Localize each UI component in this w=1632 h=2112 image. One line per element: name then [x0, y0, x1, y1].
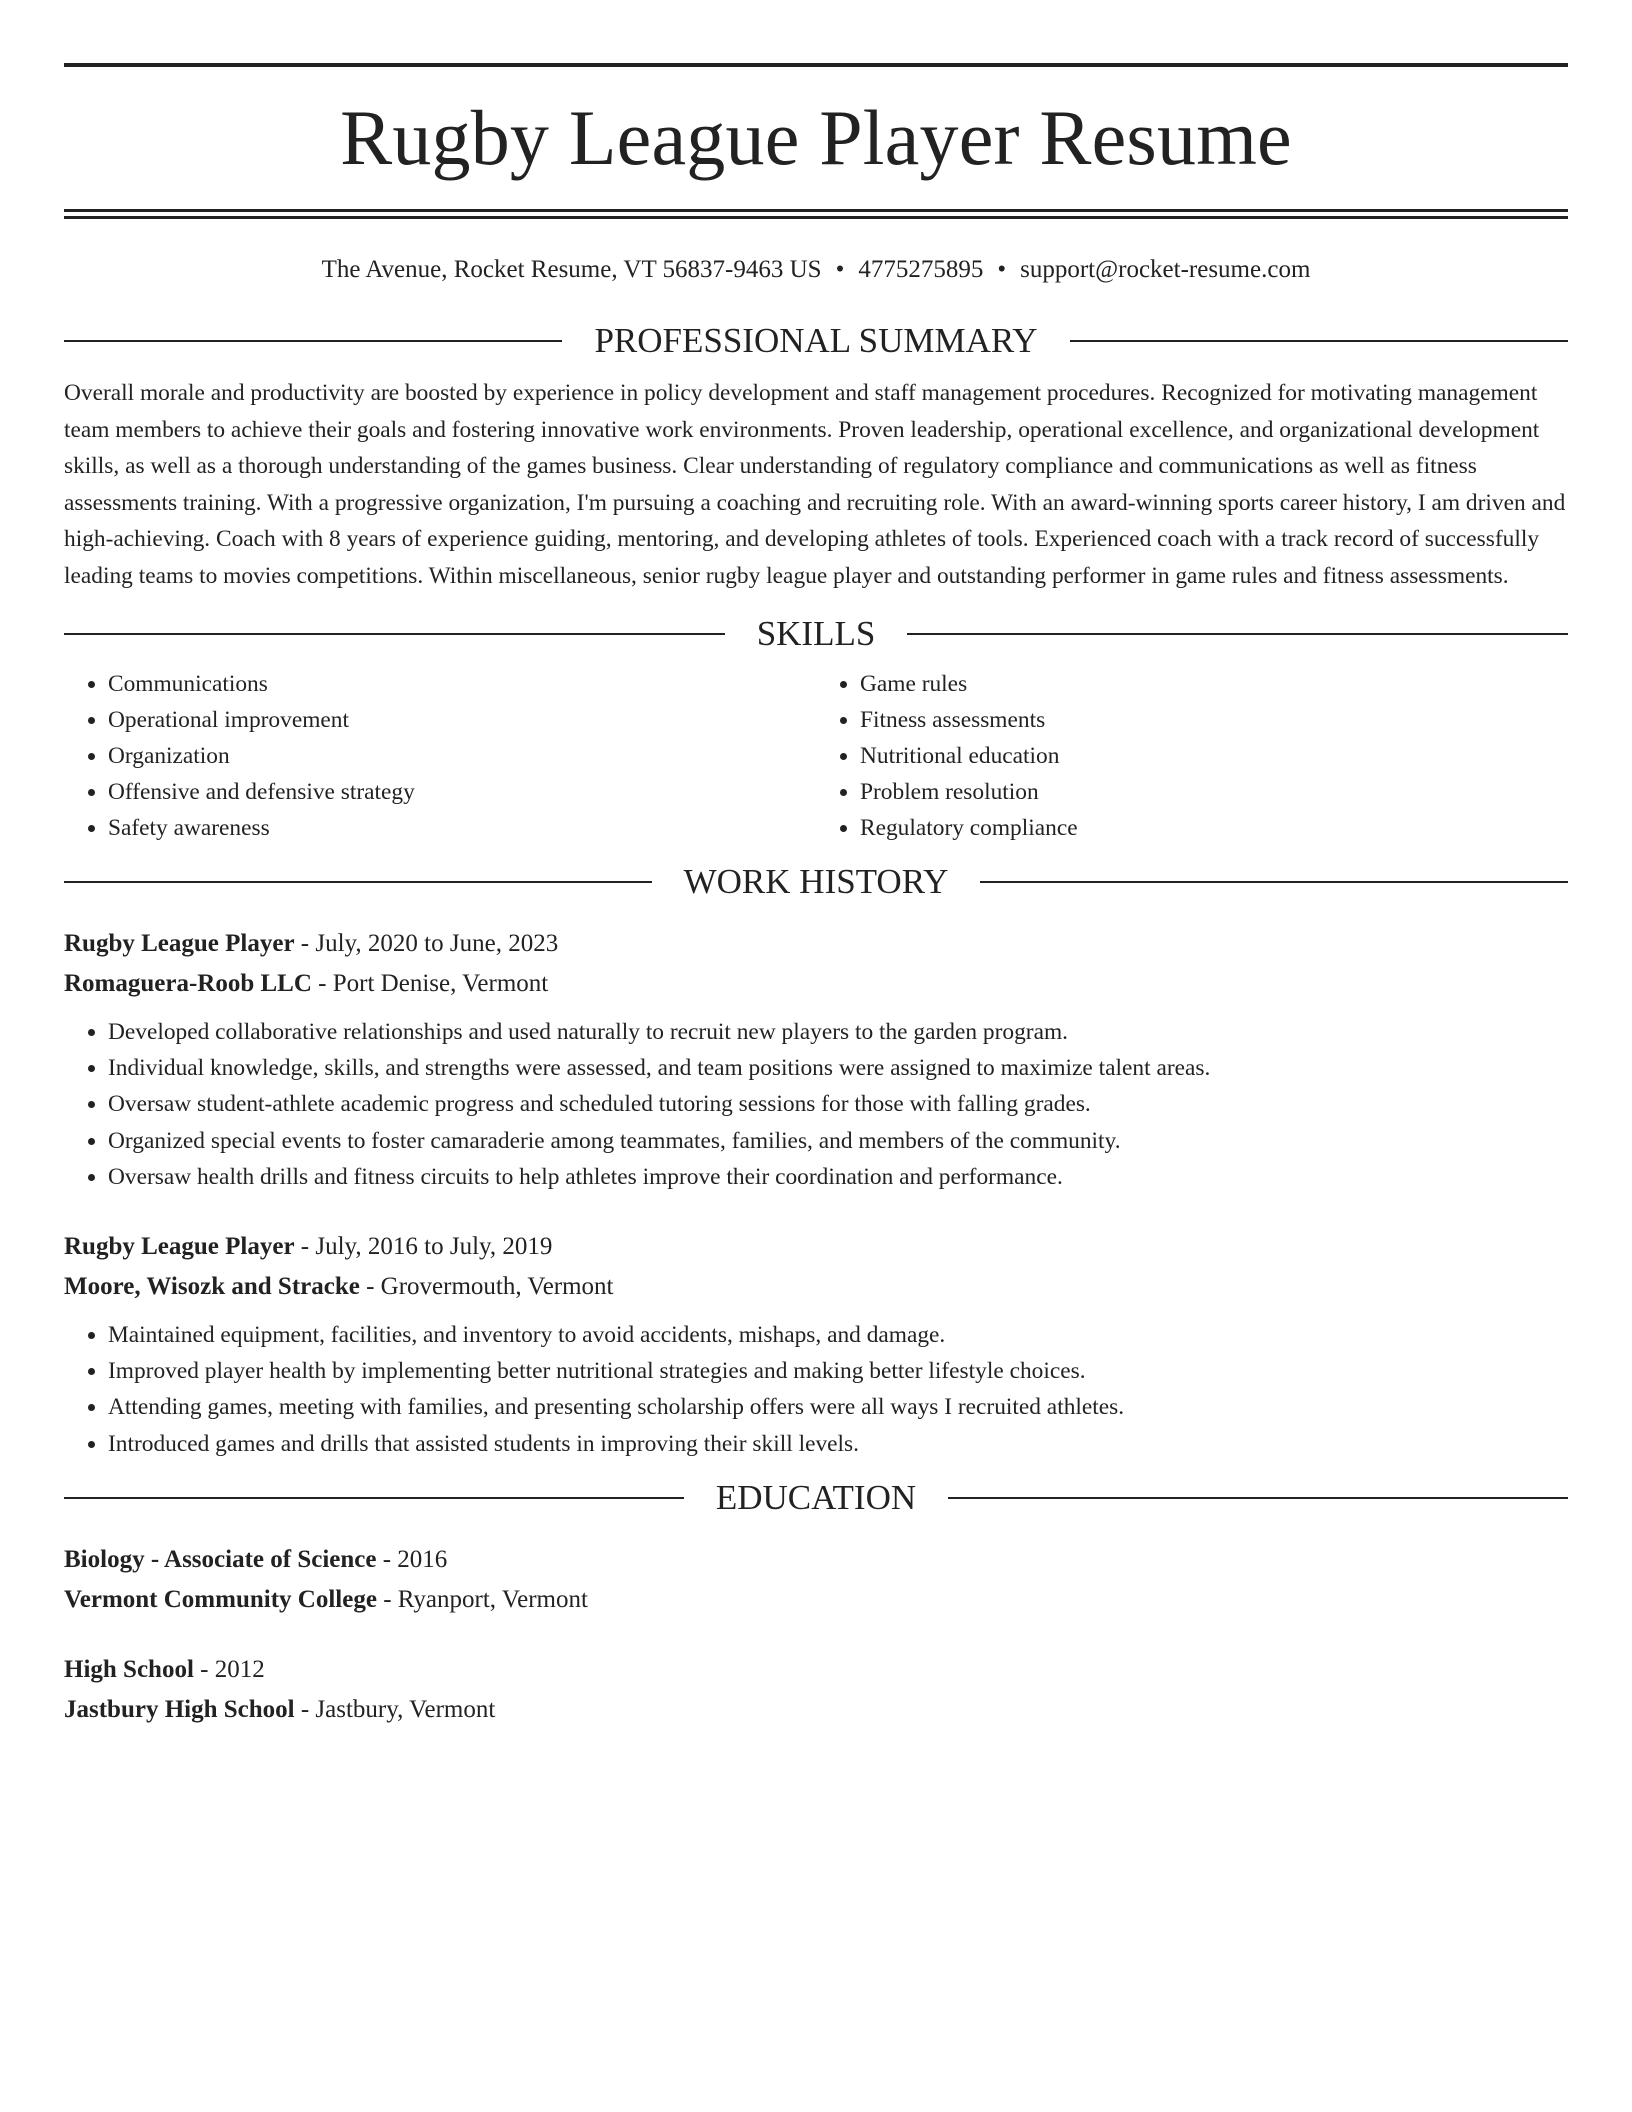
resume-page [64, 0, 1568, 1730]
education-school-line [64, 1580, 1568, 1620]
skill-item: • Communications [108, 666, 816, 702]
skill-item: • Problem resolution [860, 774, 1568, 810]
contact-email: support@rocket-resume.com [1020, 256, 1311, 283]
title-double-rule [64, 209, 1568, 219]
education-entry [64, 1540, 1568, 1620]
skills-list [64, 666, 1568, 846]
job-role: Rugby League Player [64, 1233, 295, 1261]
job-duties [64, 1014, 1568, 1195]
education-degree-line [64, 1650, 1568, 1690]
education-degree: Biology - Associate of Science [64, 1545, 377, 1573]
job-role: Rugby League Player [64, 930, 295, 957]
contact-phone: 4775275895 [858, 256, 984, 283]
summary-heading [64, 321, 1568, 361]
job-title-line [64, 1227, 1568, 1267]
heading-rule [1070, 340, 1568, 342]
contact-separator: • [997, 256, 1007, 283]
skills-heading [64, 614, 1568, 654]
job-duties [64, 1317, 1568, 1462]
job-title-line [64, 924, 1568, 964]
skill-item: • Fitness assessments [860, 702, 1568, 738]
duty-item: • Attending games, meeting with families, and presenting scholarship offers were all ways I recruited athletes. [108, 1389, 1568, 1425]
summary-heading-label: PROFESSIONAL SUMMARY [594, 321, 1038, 360]
education-year: - 2016 [376, 1545, 448, 1573]
job-location: - Port Denise, Vermont [311, 970, 549, 997]
skill-item: • Organization [108, 738, 816, 774]
job-entry [64, 924, 1568, 1195]
duty-item: • Oversaw health drills and fitness circuits to help athletes improve their coordination and performance. [108, 1159, 1568, 1195]
top-rule [64, 63, 1568, 67]
education-entry [64, 1650, 1568, 1730]
duty-item: • Introduced games and drills that assisted students in improving their skill levels. [108, 1426, 1568, 1462]
education-location: - Ryanport, Vermont [376, 1585, 588, 1613]
heading-rule [64, 881, 652, 883]
job-company-line [64, 1267, 1568, 1307]
job-company-line [64, 964, 1568, 1004]
heading-rule [64, 1497, 684, 1499]
contact-line [64, 255, 1568, 285]
education-degree-line [64, 1540, 1568, 1580]
job-company: Romaguera-Roob LLC [64, 970, 312, 997]
skills-column-left [64, 666, 816, 846]
job-location: - Grovermouth, Vermont [359, 1273, 614, 1301]
skill-item: • Operational improvement [108, 702, 816, 738]
duty-item: • Individual knowledge, skills, and strengths were assessed, and team positions were assigned to maximize talent areas. [108, 1050, 1568, 1086]
job-dates: - July, 2020 to June, 2023 [294, 930, 559, 957]
skill-item: • Nutritional education [860, 738, 1568, 774]
heading-rule [907, 633, 1568, 635]
summary-text: Overall morale and productivity are boosted by experience in policy development and staff management procedures. Recognized for motivating management team members to achieve their goals and fostering innovative work environments. Proven leadership, operational excellence, and organizational development skills, as well as a thorough understanding of the games business. Clear understanding of regulatory compliance and communications as well as fitness assessments training. With a progressive organization, I'm pursuing a coaching and recruiting role. With an award-winning sports career history, I am driven and high-achieving. Coach with 8 years of experience guiding, mentoring, and developing athletes of tools. Experienced coach with a track record of successfully leading teams to movies competitions. Within miscellaneous, senior rugby league player and outstanding performer in game rules and fitness assessments. [64, 380, 1566, 589]
skill-item: • Safety awareness [108, 810, 816, 846]
resume-title: Rugby League Player Resume [340, 94, 1292, 181]
contact-address: The Avenue, Rocket Resume, VT 56837-9463 US [321, 256, 822, 283]
education-school: Jastbury High School [64, 1695, 295, 1723]
duty-item: • Developed collaborative relationships and used naturally to recruit new players to the garden program. [108, 1014, 1568, 1050]
duty-item: • Oversaw student-athlete academic progress and scheduled tutoring sessions for those with falling grades. [108, 1086, 1568, 1122]
work-heading [64, 862, 1568, 902]
education-school: Vermont Community College [64, 1585, 377, 1613]
skill-item: • Offensive and defensive strategy [108, 774, 816, 810]
skills-column-right [816, 666, 1568, 846]
heading-rule [980, 881, 1568, 883]
duty-item: • Improved player health by implementing better nutritional strategies and making better lifestyle choices. [108, 1353, 1568, 1389]
education-school-line [64, 1690, 1568, 1730]
education-degree: High School [64, 1655, 194, 1683]
duty-item: • Maintained equipment, facilities, and inventory to avoid accidents, mishaps, and damage. [108, 1317, 1568, 1353]
education-heading-label: EDUCATION [715, 1477, 917, 1517]
duty-item: • Organized special events to foster camaraderie among teammates, families, and members of the community. [108, 1123, 1568, 1159]
skills-heading-label: SKILLS [756, 614, 876, 653]
education-location: - Jastbury, Vermont [294, 1695, 496, 1723]
heading-rule [64, 633, 725, 635]
job-entry [64, 1227, 1568, 1462]
skill-item: • Regulatory compliance [860, 810, 1568, 846]
contact-separator: • [835, 256, 845, 283]
heading-rule [948, 1497, 1568, 1499]
job-company: Moore, Wisozk and Stracke [64, 1273, 360, 1301]
heading-rule [64, 340, 562, 342]
education-heading [64, 1478, 1568, 1518]
job-dates: - July, 2016 to July, 2019 [294, 1233, 553, 1261]
education-year: - 2012 [193, 1655, 265, 1683]
work-heading-label: WORK HISTORY [683, 862, 949, 901]
skill-item: • Game rules [860, 666, 1568, 702]
